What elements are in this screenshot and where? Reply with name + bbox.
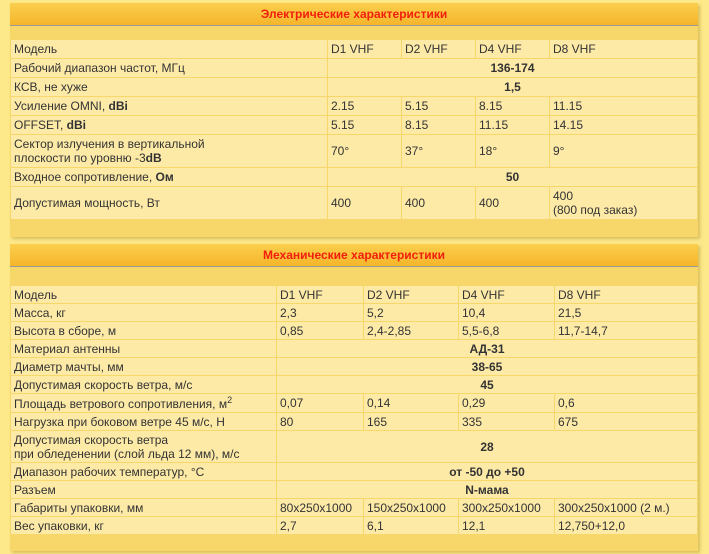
cell: 6,1 [364, 517, 458, 534]
header-cell: D2 VHF [364, 286, 458, 303]
table-row [11, 286, 697, 303]
cell: 80x250x1000 [277, 499, 363, 516]
electrical-table [10, 39, 698, 220]
cell: 12,1 [459, 517, 554, 534]
table-row [11, 481, 697, 498]
table-row [11, 394, 697, 412]
cell: 18° [476, 135, 549, 167]
table-row [11, 40, 697, 58]
row-label: Масса, кг [11, 304, 276, 321]
row-label: Рабочий диапазон частот, МГц [11, 59, 327, 77]
mechanical-table [10, 285, 698, 535]
row-label: Диаметр мачты, мм [11, 358, 276, 375]
row-label: Габариты упаковки, мм [11, 499, 276, 516]
table-row [11, 376, 697, 393]
cell: 9° [550, 135, 697, 167]
cell: 2,4-2,85 [364, 322, 458, 339]
table-row [11, 59, 697, 77]
cell: 400 [328, 187, 401, 219]
row-label: Материал антенны [11, 340, 276, 357]
cell: 0,6 [555, 394, 697, 412]
cell: 5,5-6,8 [459, 322, 554, 339]
merged-value: 28 [277, 431, 697, 462]
electrical-title: Электрические характеристики [10, 3, 698, 25]
table-row [11, 187, 697, 219]
cell: 300x250x1000 (2 м.) [555, 499, 697, 516]
row-label: Высота в сборе, м [11, 322, 276, 339]
cell: 12,750+12,0 [555, 517, 697, 534]
cell: 675 [555, 413, 697, 430]
row-label: Нагрузка при боковом ветре 45 м/с, Н [11, 413, 276, 430]
table-row [11, 78, 697, 96]
header-cell: D8 VHF [555, 286, 697, 303]
cell: 400 [402, 187, 475, 219]
row-label: КСВ, не хуже [11, 78, 327, 96]
row-label: Диапазон рабочих температур, °C [11, 463, 276, 480]
merged-value: N-мама [277, 481, 697, 498]
table-row [11, 413, 697, 430]
cell: 0,85 [277, 322, 363, 339]
table-row [11, 463, 697, 480]
header-cell: Модель [11, 286, 276, 303]
cell: 300x250x1000 [459, 499, 554, 516]
row-label: Вес упаковки, кг [11, 517, 276, 534]
mechanical-title: Механические характеристики [10, 244, 698, 266]
table-row [11, 135, 697, 167]
table-row [11, 304, 697, 321]
cell: 8.15 [476, 97, 549, 115]
header-cell: D4 VHF [459, 286, 554, 303]
merged-value: 38-65 [277, 358, 697, 375]
row-label: OFFSET, dBi [11, 116, 327, 134]
header-cell: D8 VHF [550, 40, 697, 58]
table-row [11, 97, 697, 115]
merged-value: 45 [277, 376, 697, 393]
cell: 10,4 [459, 304, 554, 321]
table-row [11, 358, 697, 375]
row-label: Допустимая скорость ветра при обледенении (слой льда 12 мм), м/с [11, 431, 276, 462]
table-row [11, 322, 697, 339]
row-label: Усиление OMNI, dBi [11, 97, 327, 115]
header-cell: Модель [11, 40, 327, 58]
cell: 0,29 [459, 394, 554, 412]
merged-value: 50 [328, 168, 697, 186]
cell: 400 [476, 187, 549, 219]
cell: 21,5 [555, 304, 697, 321]
electrical-panel [10, 3, 698, 237]
cell: 2,3 [277, 304, 363, 321]
row-label: Допустимая скорость ветра, м/с [11, 376, 276, 393]
row-label: Допустимая мощность, Вт [11, 187, 327, 219]
row-label: Входное сопротивление, Ом [11, 168, 327, 186]
table-row [11, 517, 697, 534]
cell: 8.15 [402, 116, 475, 134]
cell: 335 [459, 413, 554, 430]
table-row [11, 340, 697, 357]
cell: 5.15 [328, 116, 401, 134]
table-row [11, 499, 697, 516]
cell: 150x250x1000 [364, 499, 458, 516]
cell: 37° [402, 135, 475, 167]
row-label: Разъем [11, 481, 276, 498]
cell: 80 [277, 413, 363, 430]
merged-value: АД-31 [277, 340, 697, 357]
cell: 70° [328, 135, 401, 167]
row-label: Площадь ветрового сопротивления, $м^2$ [11, 394, 276, 412]
cell: 0,07 [277, 394, 363, 412]
cell: 14.15 [550, 116, 697, 134]
merged-value: 1,5 [328, 78, 697, 96]
table-row [11, 116, 697, 134]
header-cell: D2 VHF [402, 40, 475, 58]
cell: 2.15 [328, 97, 401, 115]
cell: 0,14 [364, 394, 458, 412]
table-row [11, 431, 697, 462]
cell: 11.15 [476, 116, 549, 134]
header-cell: D4 VHF [476, 40, 549, 58]
table-row [11, 168, 697, 186]
cell: 11.15 [550, 97, 697, 115]
row-label: Сектор излучения в вертикальной плоскости по уровню -3dB [11, 135, 327, 167]
cell: 165 [364, 413, 458, 430]
mechanical-panel [10, 244, 698, 551]
merged-value: от -50 до +50 [277, 463, 697, 480]
cell: 2,7 [277, 517, 363, 534]
merged-value: 136-174 [328, 59, 697, 77]
cell: 11,7-14,7 [555, 322, 697, 339]
cell: 5,2 [364, 304, 458, 321]
header-cell: D1 VHF [328, 40, 401, 58]
cell: 400 (800 под заказ) [550, 187, 697, 219]
header-cell: D1 VHF [277, 286, 363, 303]
cell: 5.15 [402, 97, 475, 115]
